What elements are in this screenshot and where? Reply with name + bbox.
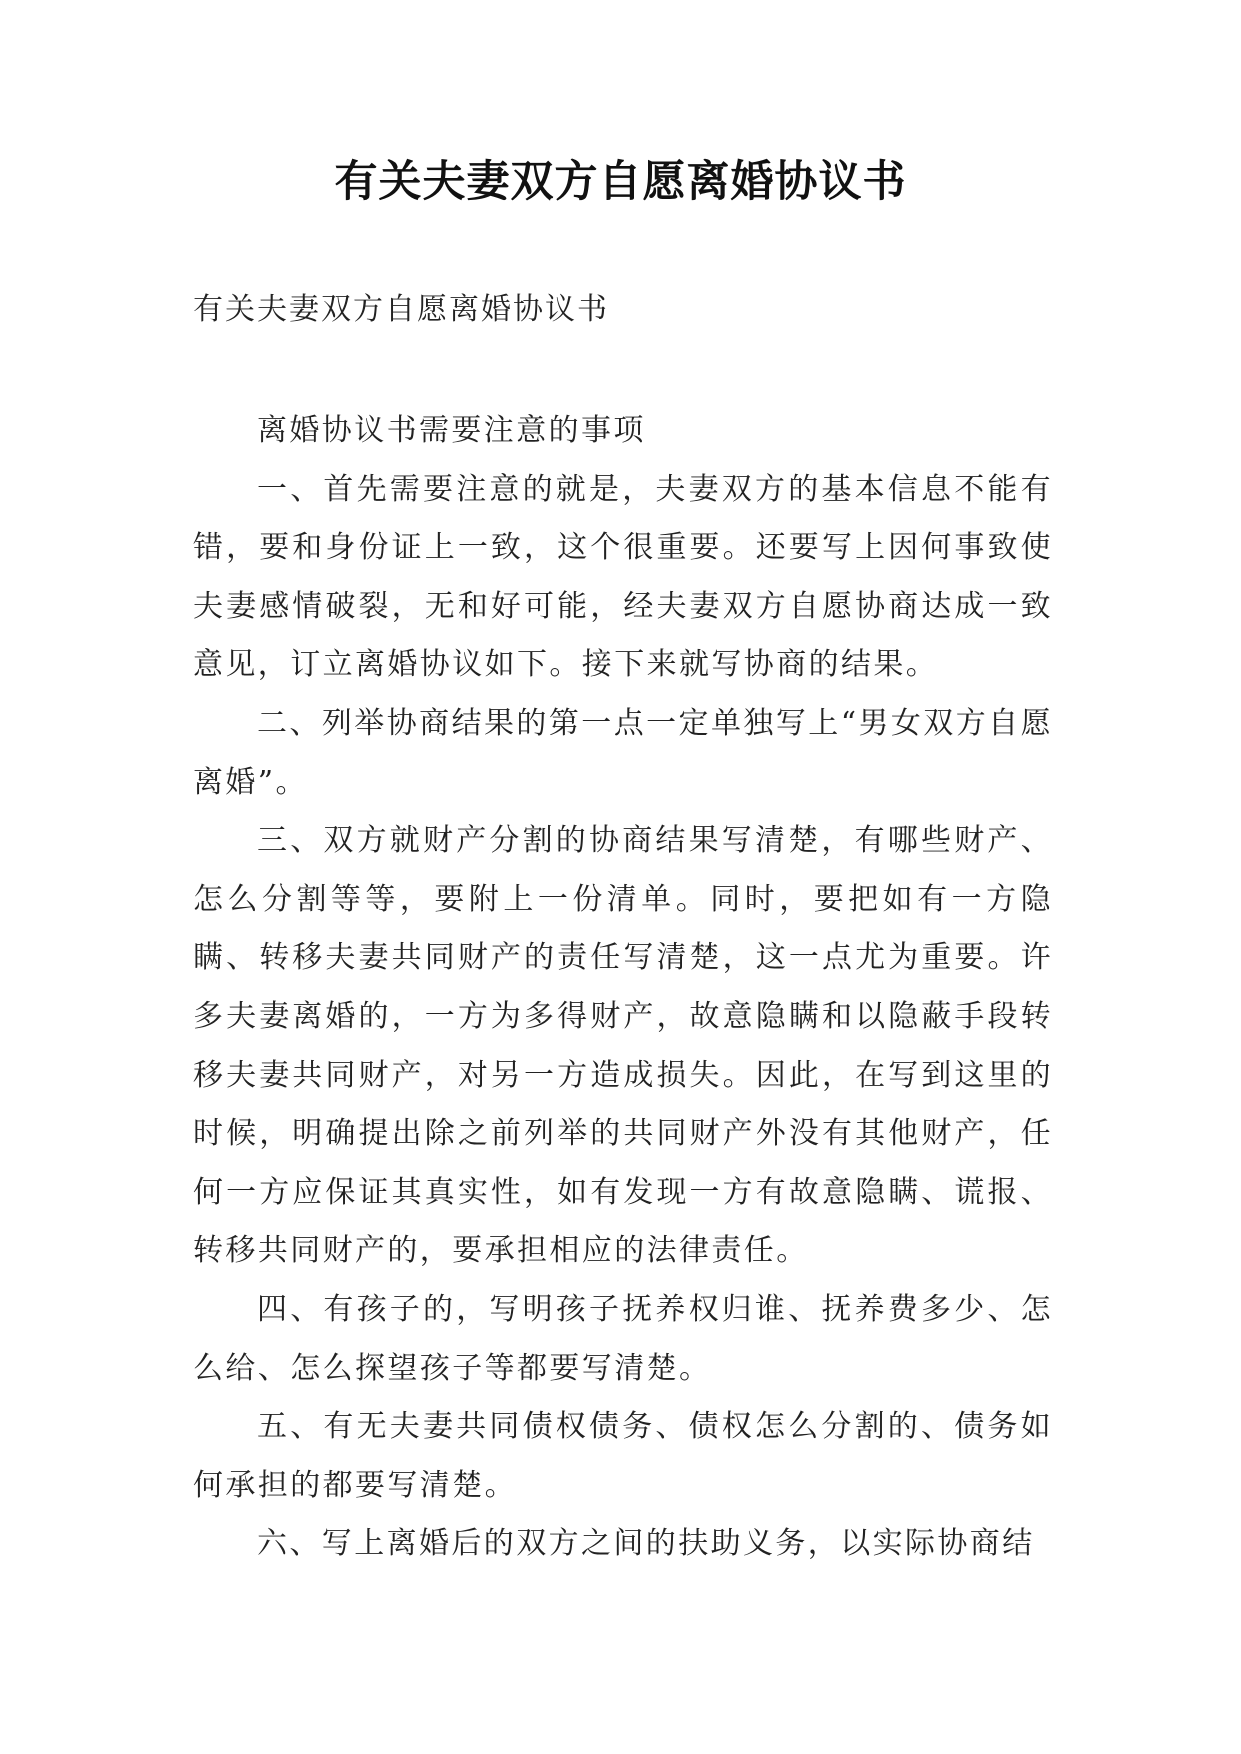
paragraph-item-6: 六、写上离婚后的双方之间的扶助义务，以实际协商结 [257, 1526, 1035, 1562]
paragraph-item-5: 五、有无夫妻共同债权债务、债权怎么分割的、债务如何承担的都要写清楚。 [193, 1409, 1053, 1503]
document-body [193, 402, 1053, 1574]
paragraph-item-4: 四、有孩子的，写明孩子抚养权归谁、抚养费多少、怎么给、怎么探望孩子等都要写清楚。 [193, 1291, 1053, 1386]
paragraph-item-1: 一、首先需要注意的就是，夫妻双方的基本信息不能有错，要和身份证上一致，这个很重要。还要写上因何事致使夫妻感情破裂，无和好可能，经夫妻双方自愿协商达成一致意见，订立离婚协议如下。接下来就写协商的结果。 [193, 471, 1053, 683]
document-title: 有关夫妻双方自愿离婚协议书 [334, 157, 907, 207]
paragraph-notes-heading: 离婚协议书需要注意的事项 [257, 413, 646, 448]
document-subtitle: 有关夫妻双方自愿离婚协议书 [193, 292, 609, 327]
paragraph-item-3: 三、双方就财产分割的协商结果写清楚，有哪些财产、怎么分割等等，要附上一份清单。同时，要把如有一方隐瞒、转移夫妻共同财产的责任写清楚，这一点尤为重要。许多夫妻离婚的，一方为多得财产，故意隐瞒和以隐蔽手段转移夫妻共同财产，对另一方造成损失。因此，在写到这里的时候，明确提出除之前列举的共同财产外没有其他财产，任何一方应保证其真实性，如有发现一方有故意隐瞒、谎报、转移共同财产的，要承担相应的法律责任。 [193, 823, 1053, 1269]
paragraph-item-2: 二、列举协商结果的第一点一定单独写上“男女双方自愿离婚”。 [193, 705, 1053, 800]
